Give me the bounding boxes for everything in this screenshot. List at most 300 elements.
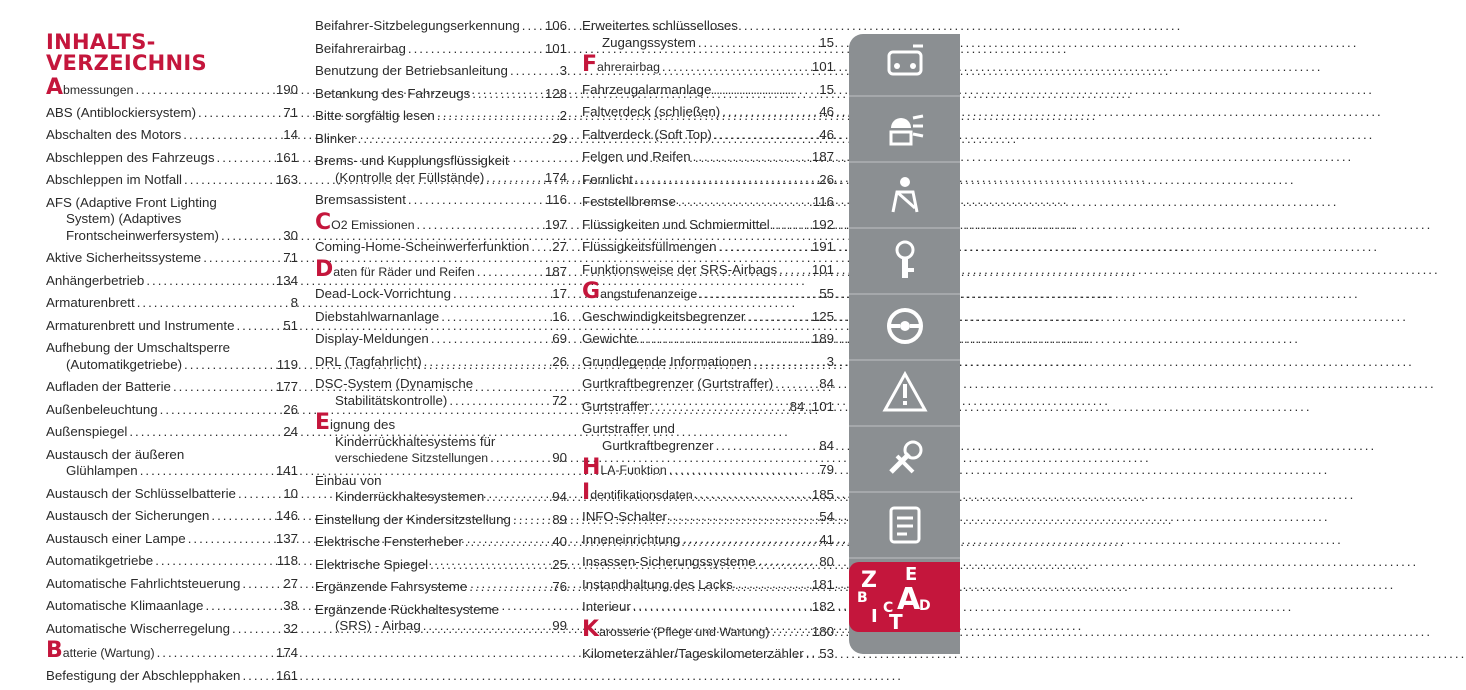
- tab-index[interactable]: [849, 562, 960, 632]
- index-page-number: 17: [552, 286, 567, 301]
- seatbelt-airbag-icon: [883, 172, 927, 221]
- index-entry[interactable]: [315, 579, 567, 596]
- index-page-number: 41: [819, 531, 834, 547]
- index-entry[interactable]: [315, 354, 567, 371]
- index-entry[interactable]: [46, 318, 298, 335]
- index-letter: I: [871, 606, 878, 627]
- index-page-number: 84 ,101: [789, 398, 834, 414]
- index-entry-text: Ergänzende Fahrsysteme: [315, 579, 468, 594]
- index-entry-text: Fernlicht: [582, 171, 633, 187]
- leader-dots: [758, 554, 819, 571]
- index-entry[interactable]: [582, 82, 834, 99]
- leader-dots: [699, 286, 818, 303]
- index-entry[interactable]: [315, 473, 567, 506]
- index-entry-text: [315, 209, 415, 235]
- index-entry[interactable]: [46, 576, 298, 593]
- index-entry-row: [46, 402, 298, 419]
- index-entry[interactable]: [46, 195, 298, 245]
- sidebar-tab[interactable]: [849, 232, 960, 295]
- index-page-number: 137: [275, 530, 298, 546]
- index-page-number: 116: [545, 192, 567, 207]
- leader-dots: [242, 668, 274, 685]
- index-column-1: [46, 75, 298, 690]
- index-entry-row: [582, 354, 834, 371]
- index-page-number: 46: [819, 126, 834, 142]
- index-entry[interactable]: [315, 534, 567, 551]
- index-entry-text: Grundlegende Informationen: [582, 353, 752, 369]
- index-entry-row: [582, 331, 834, 348]
- index-entry[interactable]: [46, 621, 298, 638]
- leader-dots: [232, 621, 282, 638]
- index-entry[interactable]: [582, 376, 834, 393]
- index-initial-letter: F: [582, 52, 598, 77]
- index-initial-letter: I: [582, 479, 591, 505]
- index-entry-text: Glühlampen: [66, 463, 138, 478]
- leader-dots: [714, 127, 818, 144]
- index-entry[interactable]: [315, 286, 567, 303]
- index-entry-row: [582, 376, 834, 393]
- index-page-number: 187: [811, 149, 834, 164]
- index-page-number: 99: [552, 618, 567, 633]
- index-page-number: 134: [275, 272, 298, 288]
- index-column-3: [582, 18, 834, 669]
- index-page-number: 141: [275, 463, 298, 478]
- index-entry[interactable]: [315, 192, 567, 209]
- index-entry[interactable]: [582, 532, 834, 549]
- leader-dots: [735, 577, 811, 594]
- index-entry[interactable]: [582, 172, 834, 189]
- index-entry-row: [315, 131, 567, 148]
- index-entry-row: [582, 194, 834, 211]
- index-entry[interactable]: [46, 531, 298, 548]
- title-line-2: VERZEICHNIS: [46, 51, 207, 75]
- index-page-number: 51: [283, 317, 298, 333]
- index-entry-row: [46, 621, 298, 638]
- index-entry[interactable]: [46, 486, 298, 503]
- index-entry-text: Austausch der Sicherungen: [46, 508, 210, 523]
- index-entry[interactable]: [582, 354, 834, 371]
- index-entry[interactable]: [46, 273, 298, 290]
- index-entry[interactable]: [315, 557, 567, 574]
- index-letter: D: [919, 598, 931, 614]
- index-entry[interactable]: [46, 340, 298, 373]
- index-entry[interactable]: [315, 331, 567, 348]
- car-info-icon: [883, 40, 927, 89]
- index-entry[interactable]: [582, 127, 834, 144]
- index-entry-text: Flüssigkeitsfüllmengen: [582, 239, 717, 254]
- index-entry[interactable]: [315, 512, 567, 529]
- index-entry[interactable]: [46, 508, 298, 525]
- leader-dots: [140, 463, 275, 480]
- index-entry-row: [46, 508, 298, 525]
- index-entry-row: [582, 262, 834, 279]
- index-entry-text: Instandhaltung des Lacks: [582, 576, 733, 592]
- index-entry-text: Beifahrer-Sitzbelegungserkennung: [315, 18, 520, 33]
- index-entry-text: Interieur: [582, 599, 631, 614]
- index-entry-row: [582, 52, 834, 77]
- index-letter: Z: [861, 568, 877, 593]
- leader-dots: [747, 309, 810, 326]
- leader-dots: [722, 104, 818, 121]
- index-entry-row: [582, 532, 834, 549]
- index-entry-row: [582, 149, 834, 166]
- leader-dots: [430, 557, 551, 574]
- leader-dots: [188, 531, 275, 548]
- index-entry[interactable]: [46, 105, 298, 122]
- index-initial-letter: G: [582, 279, 601, 304]
- index-entry-row: [315, 450, 567, 467]
- index-entry[interactable]: [315, 239, 567, 256]
- index-entry[interactable]: [582, 455, 834, 480]
- leader-dots: [662, 59, 811, 76]
- index-entry-row: [582, 172, 834, 189]
- index-entry-text: Inneneinrichtung: [582, 531, 681, 547]
- index-page-number: 15: [819, 34, 834, 50]
- leader-dots: [160, 402, 283, 419]
- sidebar-tab[interactable]: [849, 298, 960, 361]
- index-entry-text: [582, 455, 667, 480]
- index-entry[interactable]: [315, 108, 567, 125]
- leader-dots: [698, 35, 818, 52]
- index-page-number: 161: [275, 149, 298, 165]
- leader-dots: [183, 127, 282, 144]
- index-page-number: 27: [552, 239, 567, 254]
- index-entry[interactable]: [46, 75, 298, 100]
- index-entry[interactable]: [315, 602, 567, 635]
- index-entry-text: ignung des: [330, 417, 396, 432]
- index-page-number: 174: [275, 645, 298, 660]
- index-page-number: 40: [552, 534, 567, 549]
- index-entry[interactable]: [582, 217, 834, 234]
- index-entry[interactable]: [582, 331, 834, 348]
- index-entry[interactable]: [46, 447, 298, 480]
- service-tools-icon: [883, 436, 927, 485]
- index-entry-text: INFO-Schalter: [582, 509, 667, 524]
- leader-dots: [211, 508, 274, 525]
- index-page-number: 101: [544, 40, 567, 56]
- index-page-number: 84: [819, 376, 834, 391]
- index-entry-text: [582, 479, 693, 505]
- index-entry[interactable]: [46, 295, 298, 312]
- index-entry[interactable]: [46, 598, 298, 615]
- index-entry-row: [315, 618, 567, 635]
- leader-dots: [469, 579, 551, 596]
- index-entry-row: [315, 354, 567, 371]
- index-entry[interactable]: [46, 127, 298, 144]
- index-page-number: 53: [819, 646, 834, 661]
- index-entry-text: Display-Meldungen: [315, 331, 429, 346]
- index-entry-row: [315, 331, 567, 348]
- index-initial-letter: B: [46, 638, 63, 663]
- index-page-number: 72: [552, 392, 567, 408]
- index-entry-row: [46, 638, 298, 663]
- index-entry-text: Benutzung der Betriebsanleitung: [315, 63, 508, 78]
- index-page-number: 76: [552, 579, 567, 594]
- index-page-number: 128: [544, 85, 567, 101]
- index-entry[interactable]: [582, 52, 834, 77]
- index-entry[interactable]: [315, 309, 567, 326]
- index-entry-text: Aktive Sicherheitssysteme: [46, 250, 202, 265]
- index-entry[interactable]: [582, 239, 834, 256]
- index-entry-row: [582, 616, 834, 642]
- leader-dots: [465, 534, 551, 551]
- index-page-number: 3: [559, 63, 567, 78]
- index-entry-row: [582, 455, 834, 480]
- index-entry-row: [315, 393, 567, 410]
- index-entry-text: [582, 52, 660, 77]
- index-page-number: 182: [811, 599, 834, 614]
- leader-dots: [719, 239, 811, 256]
- leader-dots: [771, 624, 810, 641]
- index-entry-text: Geschwindigkeitsbegrenzer: [582, 308, 746, 324]
- index-entry-row: [46, 295, 298, 312]
- index-page-number: 94: [552, 489, 567, 504]
- index-letter: A: [897, 582, 921, 617]
- sidebar-tab[interactable]: [849, 34, 960, 97]
- sidebar-tab[interactable]: [849, 166, 960, 229]
- index-entry-row: [46, 486, 298, 503]
- index-page-number: 3: [826, 353, 834, 369]
- index-entry[interactable]: [582, 149, 834, 166]
- index-page-number: 80: [819, 554, 834, 569]
- index-entry[interactable]: [582, 262, 834, 279]
- index-entry[interactable]: [46, 150, 298, 167]
- leader-dots: [173, 379, 275, 396]
- index-entry[interactable]: [46, 402, 298, 419]
- index-entry-text: Flüssigkeiten und Schmiermittel: [582, 216, 770, 232]
- index-page-number: 16: [552, 308, 567, 324]
- index-entry-row: [315, 86, 567, 103]
- leader-dots: [408, 192, 545, 209]
- sidebar-tab[interactable]: [849, 430, 960, 493]
- index-entry-row: [315, 557, 567, 574]
- index-entry-text: ABS (Antiblockiersystem): [46, 104, 196, 120]
- index-page-number: 116: [812, 194, 834, 209]
- index-entry-text: Frontscheinwerfersystem): [66, 227, 219, 243]
- index-entry-rest: bmessungen: [63, 83, 134, 97]
- leader-dots: [424, 354, 552, 371]
- index-entry-row: [582, 279, 834, 304]
- index-page-number: 54: [819, 509, 834, 524]
- index-page-number: 192: [811, 216, 834, 232]
- index-entry-line: System) (Adaptives: [66, 211, 182, 226]
- index-page-number: 10: [283, 485, 298, 501]
- sidebar-tab[interactable]: [849, 496, 960, 559]
- index-entry-text: Kinderrückhaltesystemen: [335, 489, 485, 504]
- leader-dots: [669, 509, 818, 526]
- index-page-number: 101: [811, 59, 834, 74]
- index-entry[interactable]: [582, 577, 834, 594]
- index-entry[interactable]: [582, 421, 834, 454]
- index-entry[interactable]: [582, 104, 834, 121]
- leader-dots: [651, 399, 789, 416]
- index-entry-text: Außenbeleuchtung: [46, 401, 158, 417]
- index-letter: C: [883, 600, 894, 616]
- index-entry[interactable]: [315, 153, 567, 186]
- dashboard-lights-icon: [883, 106, 927, 155]
- index-entry[interactable]: [582, 194, 834, 211]
- sidebar-tab[interactable]: [849, 100, 960, 163]
- leader-dots: [242, 576, 282, 593]
- index-entry[interactable]: [582, 554, 834, 571]
- index-entry-row: [46, 531, 298, 548]
- index-page-number: 101: [811, 261, 834, 277]
- index-entry-line: [315, 410, 567, 435]
- index-entry[interactable]: [46, 379, 298, 396]
- index-page-number: 79: [819, 462, 834, 477]
- index-entry-text: Aufladen der Batterie: [46, 379, 171, 394]
- index-entry-text: Abschleppen im Notfall: [46, 172, 182, 187]
- index-entry-line: DSC-System (Dynamische: [315, 376, 474, 391]
- index-entry-text: Abschalten des Motors: [46, 127, 182, 142]
- index-initial-letter: D: [315, 256, 334, 282]
- index-entry-row: [315, 18, 567, 35]
- index-initial-letter: H: [582, 455, 601, 480]
- leader-dots: [635, 172, 818, 189]
- leader-dots: [184, 357, 276, 374]
- index-entry-text: [46, 75, 134, 100]
- index-entry-row: [582, 646, 834, 663]
- index-entry-row: [315, 579, 567, 596]
- index-entry-text: Betankung des Fahrzeugs: [315, 85, 471, 101]
- index-entry-text: Gurtkraftbegrenzer (Gurtstraffer): [582, 376, 774, 391]
- index-entry[interactable]: [582, 509, 834, 526]
- index-entry-row: [582, 309, 834, 326]
- index-entry-row: [46, 463, 298, 480]
- index-entry[interactable]: [315, 131, 567, 148]
- index-page-number: 69: [552, 331, 567, 346]
- leader-dots: [408, 41, 544, 58]
- index-entry-row: [46, 576, 298, 593]
- index-entry-row: [46, 598, 298, 615]
- index-entry-rest: dentifikationsdaten: [590, 487, 693, 502]
- index-page-number: 14: [283, 127, 298, 142]
- leader-dots: [522, 18, 544, 35]
- index-entry[interactable]: [582, 616, 834, 642]
- index-entry-text: Automatische Wischerregelung: [46, 620, 231, 636]
- index-entry[interactable]: [582, 399, 834, 416]
- index-entry-line: Einbau von: [315, 472, 382, 488]
- index-entry[interactable]: [46, 172, 298, 189]
- index-entry-row: [46, 357, 298, 374]
- index-entry-rest: LA-Funktion: [600, 463, 667, 477]
- index-entry[interactable]: [46, 638, 298, 663]
- index-entry-text: Blinker: [315, 130, 356, 146]
- sidebar-tab[interactable]: [849, 364, 960, 427]
- index-entry[interactable]: [315, 63, 567, 80]
- index-page-number: 84: [819, 437, 834, 453]
- index-entry-row: [46, 318, 298, 335]
- index-entry-rest: atterie (Wartung): [62, 646, 155, 660]
- index-entry-text: Gurtkraftbegrenzer: [602, 437, 714, 453]
- index-letter: B: [857, 590, 868, 606]
- index-entry-row: [582, 577, 834, 594]
- index-entry[interactable]: [582, 279, 834, 304]
- index-entry[interactable]: [582, 18, 834, 51]
- index-entry-text: Insassen-Sicherungssysteme: [582, 554, 756, 569]
- index-page-number: 89: [552, 511, 567, 527]
- index-initial-letter: A: [46, 75, 64, 100]
- leader-dots: [146, 273, 274, 290]
- leader-dots: [513, 512, 551, 529]
- index-entry-row: [315, 108, 567, 125]
- index-entry[interactable]: [582, 309, 834, 326]
- index-page-number: 163: [275, 172, 298, 187]
- index-letter: T: [889, 610, 903, 634]
- index-page-number: 25: [552, 556, 567, 572]
- index-entry-line: Gurtstraffer und: [582, 421, 675, 436]
- index-page-number: 26: [819, 171, 834, 187]
- index-page-number: 185: [811, 486, 834, 502]
- index-entry-row: [46, 228, 298, 245]
- index-page-number: 180: [811, 623, 834, 639]
- index-entry-text: Bremsassistent: [315, 192, 406, 207]
- index-entry[interactable]: [582, 646, 834, 663]
- leader-dots: [417, 217, 544, 234]
- index-entry-row: [315, 534, 567, 551]
- index-entry-text: Zugangssystem: [602, 34, 696, 50]
- leader-dots: [682, 532, 818, 549]
- index-entry[interactable]: [46, 424, 298, 441]
- index-entry[interactable]: [315, 376, 567, 409]
- index-entry-text: Beifahrerairbag: [315, 40, 406, 56]
- index-entry-line: Brems- und Kupplungsflüssigkeit: [315, 153, 509, 168]
- index-entry[interactable]: [315, 41, 567, 58]
- index-entry[interactable]: [315, 410, 567, 467]
- index-entry[interactable]: [315, 209, 567, 235]
- index-entry[interactable]: [315, 256, 567, 282]
- index-entry[interactable]: [315, 18, 567, 35]
- index-entry[interactable]: [315, 86, 567, 103]
- leader-dots: [441, 309, 551, 326]
- index-entry-text: Elektrische Spiegel: [315, 556, 429, 572]
- index-page-number: 191: [811, 239, 834, 254]
- index-entry-text: Automatikgetriebe: [46, 553, 154, 568]
- title-line-1: INHALTS-: [46, 30, 156, 54]
- index-entry-row: [582, 239, 834, 256]
- index-entry-text: Anhängerbetrieb: [46, 272, 145, 288]
- index-entry[interactable]: [582, 479, 834, 505]
- index-entry-text: Armaturenbrett und Instrumente: [46, 317, 235, 333]
- leader-dots: [198, 105, 282, 122]
- index-page-number: 55: [819, 286, 834, 301]
- index-entry-row: [582, 217, 834, 234]
- index-entry-text: DRL (Tagfahrlicht): [315, 353, 422, 369]
- page-title: [46, 32, 207, 74]
- steering-wheel-icon: [883, 304, 927, 353]
- index-entry[interactable]: [46, 250, 298, 267]
- index-entry-line: Aufhebung der Umschaltsperre: [46, 340, 231, 355]
- index-page-number: 181: [811, 576, 834, 592]
- leader-dots: [184, 172, 275, 189]
- index-entry-text: Gewichte: [582, 331, 638, 346]
- index-entry[interactable]: [46, 668, 298, 685]
- index-entry[interactable]: [46, 553, 298, 570]
- index-entry-row: [46, 250, 298, 267]
- index-entry-row: [315, 286, 567, 303]
- index-page-number: 197: [544, 216, 567, 232]
- index-entry-text: Felgen und Reifen: [582, 149, 691, 164]
- index-entry-row: [315, 239, 567, 256]
- index-entry-row: [46, 668, 298, 685]
- index-entry[interactable]: [582, 599, 834, 616]
- leader-dots: [693, 149, 811, 166]
- index-entry-row: [582, 438, 834, 455]
- index-entry-line: AFS (Adaptive Front Lighting: [46, 194, 217, 210]
- index-entry-text: Außenspiegel: [46, 424, 128, 439]
- leader-dots: [449, 393, 551, 410]
- index-initial-letter: C: [315, 209, 332, 235]
